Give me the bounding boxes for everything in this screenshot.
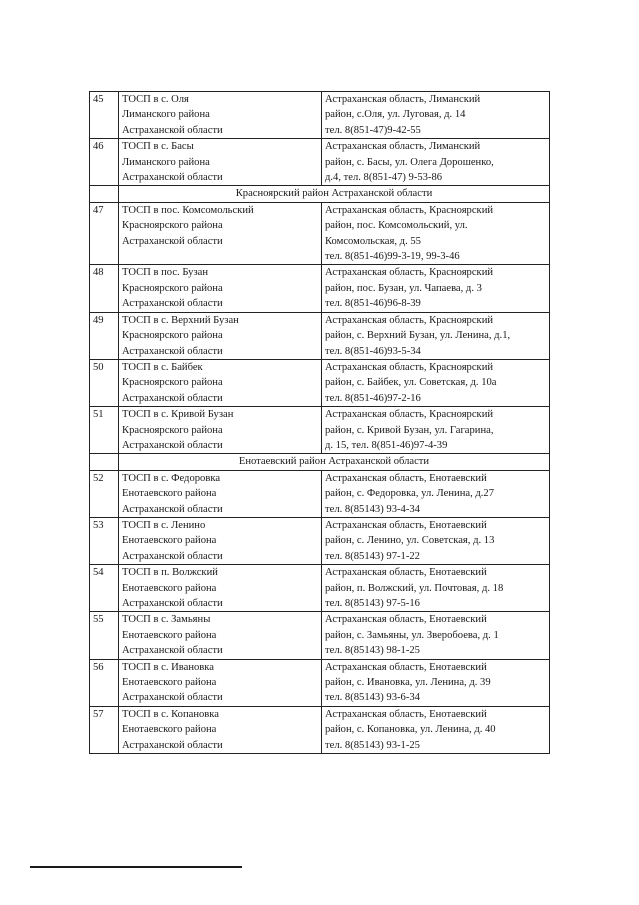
table-row [90, 706, 550, 753]
branch-name-line: ТОСП в с. Оля [122, 94, 189, 105]
row-number: 57 [90, 706, 119, 753]
address-line: район, с. Байбек, ул. Советская, д. 10а [325, 377, 497, 389]
address-line: Астраханская область, Енотаевский [325, 708, 487, 720]
row-number: 55 [90, 612, 119, 659]
address-line: Астраханская область, Красноярский [325, 204, 494, 216]
branch-name-line: Красноярского района [122, 282, 223, 294]
branch-name-line: Енотаевского района [122, 582, 217, 594]
address-line: тел. 8(851-46)93-5-34 [325, 345, 421, 357]
address-line: тел. 8(85143) 93-6-34 [325, 692, 420, 704]
row-number: 52 [90, 470, 119, 517]
branch-name-line: Астраханской области [122, 345, 223, 357]
address-cell [322, 359, 550, 406]
branch-name-line: Астраханской области [122, 645, 223, 657]
address-line: район, с. Басы, ул. Олега Дорошенко, [325, 156, 494, 168]
address-cell [322, 407, 550, 454]
branch-name-line: Енотаевского района [122, 629, 217, 641]
branch-name-line: ТОСП в пос. Бузан [122, 267, 209, 279]
address-cell [322, 470, 550, 517]
section-title: Енотаевский район Астраханской области [119, 454, 550, 470]
row-number: 45 [90, 92, 119, 139]
table-row [90, 359, 550, 406]
address-line: тел. 8(85143) 97-5-16 [325, 598, 420, 609]
section-header-row [90, 186, 550, 202]
branch-name-line: ТОСП в пос. Комсомольский [122, 204, 254, 216]
branch-name-line: Красноярского района [122, 220, 223, 232]
table-row [90, 565, 550, 612]
address-cell [322, 565, 550, 612]
branch-name-line: Астраханской области [122, 598, 223, 609]
address-line: тел. 8(85143) 97-1-22 [325, 550, 420, 562]
branch-name-line: ТОСП в с. Копановка [122, 708, 219, 720]
footnote-separator-line [30, 866, 242, 868]
branch-name-line: Красноярского района [122, 377, 223, 389]
address-cell [322, 612, 550, 659]
branch-name-line: Астраханской области [122, 172, 223, 184]
address-line: Астраханская область, Красноярский [325, 409, 494, 421]
branch-name-cell [119, 202, 322, 265]
branch-name-cell [119, 659, 322, 706]
address-line: Астраханская область, Енотаевский [325, 661, 487, 673]
branch-name-cell [119, 612, 322, 659]
address-line: район, с.Оля, ул. Луговая, д. 14 [325, 109, 466, 121]
branch-name-line: ТОСП в с. Верхний Бузан [122, 314, 239, 326]
branch-name-cell [119, 139, 322, 186]
address-line: Астраханская область, Енотаевский [325, 567, 487, 579]
address-cell [322, 139, 550, 186]
branch-name-line: ТОСП в с. Байбек [122, 361, 203, 373]
address-cell [322, 202, 550, 265]
branch-name-line: Енотаевского района [122, 535, 217, 547]
row-number: 50 [90, 359, 119, 406]
branch-name-line: Астраханской области [122, 124, 223, 136]
row-number: 54 [90, 565, 119, 612]
address-line: тел. 8(85143) 93-4-34 [325, 503, 420, 515]
branch-name-line: Астраханской области [122, 692, 223, 704]
section-number-cell [90, 186, 119, 202]
row-number: 51 [90, 407, 119, 454]
table-row [90, 312, 550, 359]
branch-name-cell [119, 92, 322, 139]
table-row [90, 659, 550, 706]
address-line: район, с. Замьяны, ул. Зверобоева, д. 1 [325, 629, 499, 641]
branch-name-line: Астраханской области [122, 392, 223, 404]
branch-name-line: Красноярского района [122, 330, 223, 342]
address-line: тел. 8(851-46)96-8-39 [325, 298, 421, 310]
address-line: Астраханская область, Красноярский [325, 267, 494, 279]
table-row [90, 470, 550, 517]
address-line: тел. 8(851-47)9-42-55 [325, 124, 421, 136]
address-cell [322, 517, 550, 564]
table-row [90, 517, 550, 564]
branch-name-cell [119, 359, 322, 406]
section-number-cell [90, 454, 119, 470]
address-line: Астраханская область, Лиманский [325, 94, 481, 105]
address-line: район, с. Верхний Бузан, ул. Ленина, д.1, [325, 330, 511, 342]
address-line: район, с. Ленино, ул. Советская, д. 13 [325, 535, 495, 547]
branch-name-line: Астраханской области [122, 298, 223, 310]
address-line: Астраханская область, Лиманский [325, 141, 481, 153]
address-line: Астраханская область, Енотаевский [325, 472, 487, 484]
address-cell [322, 265, 550, 312]
section-title: Красноярский район Астраханской области [119, 186, 550, 202]
address-cell [322, 312, 550, 359]
address-line: район, п. Волжский, ул. Почтовая, д. 18 [325, 582, 504, 594]
branch-name-line: Енотаевского района [122, 724, 217, 736]
branch-address-table [89, 91, 550, 754]
section-header-row [90, 454, 550, 470]
branch-name-line: Лиманского района [122, 156, 210, 168]
address-line: район, с. Федоровка, ул. Ленина, д.27 [325, 488, 494, 500]
address-line: район, с. Копановка, ул. Ленина, д. 40 [325, 724, 496, 736]
address-line: район, с. Кривой Бузан, ул. Гагарина, [325, 424, 494, 436]
address-line: район, с. Ивановка, ул. Ленина, д. 39 [325, 677, 491, 689]
address-line: тел. 8(851-46)99-3-19, 99-3-46 [325, 251, 460, 263]
address-line: район, пос. Бузан, ул. Чапаева, д. 3 [325, 282, 482, 294]
branch-name-line: Астраханской области [122, 439, 223, 451]
branch-name-cell [119, 407, 322, 454]
row-number: 53 [90, 517, 119, 564]
table-row [90, 139, 550, 186]
branch-name-cell [119, 265, 322, 312]
address-cell [322, 706, 550, 753]
table-row [90, 202, 550, 265]
table-row [90, 265, 550, 312]
row-number: 56 [90, 659, 119, 706]
branch-name-cell [119, 565, 322, 612]
address-line: тел. 8(85143) 93-1-25 [325, 739, 420, 751]
branch-name-line: Енотаевского района [122, 488, 217, 500]
branch-name-cell [119, 470, 322, 517]
branch-name-line: Енотаевского района [122, 677, 217, 689]
address-line: район, пос. Комсомольский, ул. [325, 220, 468, 232]
address-line: Астраханская область, Енотаевский [325, 614, 487, 626]
table-row [90, 92, 550, 139]
branch-name-cell [119, 517, 322, 564]
branch-name-line: Астраханской области [122, 739, 223, 751]
address-line: Астраханская область, Красноярский [325, 361, 494, 373]
row-number: 46 [90, 139, 119, 186]
row-number: 47 [90, 202, 119, 265]
branch-name-line: Астраханской области [122, 503, 223, 515]
row-number: 48 [90, 265, 119, 312]
branch-name-line: ТОСП в с. Ленино [122, 519, 206, 531]
address-line: Комсомольская, д. 55 [325, 235, 421, 247]
branch-name-line: Астраханской области [122, 550, 223, 562]
address-line: тел. 8(85143) 98-1-25 [325, 645, 420, 657]
table-row [90, 612, 550, 659]
table-row [90, 407, 550, 454]
branch-name-line: ТОСП в с. Басы [122, 141, 194, 153]
address-line: Астраханская область, Енотаевский [325, 519, 487, 531]
branch-name-line: ТОСП в с. Ивановка [122, 661, 214, 673]
branch-name-line: Лиманского района [122, 109, 210, 121]
branch-name-line: Астраханской области [122, 235, 223, 247]
branch-name-cell [119, 706, 322, 753]
row-number: 49 [90, 312, 119, 359]
address-cell [322, 659, 550, 706]
address-line: д. 15, тел. 8(851-46)97-4-39 [325, 439, 448, 451]
branch-name-cell [119, 312, 322, 359]
address-line: тел. 8(851-46)97-2-16 [325, 392, 421, 404]
branch-name-line: ТОСП в с. Замьяны [122, 614, 211, 626]
branch-name-line: Красноярского района [122, 424, 223, 436]
address-line: Астраханская область, Красноярский [325, 314, 494, 326]
address-line: д.4, тел. 8(851-47) 9-53-86 [325, 172, 443, 184]
table-body [90, 92, 550, 754]
branch-name-line: ТОСП в п. Волжский [122, 567, 218, 579]
branch-name-line: ТОСП в с. Федоровка [122, 472, 221, 484]
branch-name-line: ТОСП в с. Кривой Бузан [122, 409, 234, 421]
address-cell [322, 92, 550, 139]
